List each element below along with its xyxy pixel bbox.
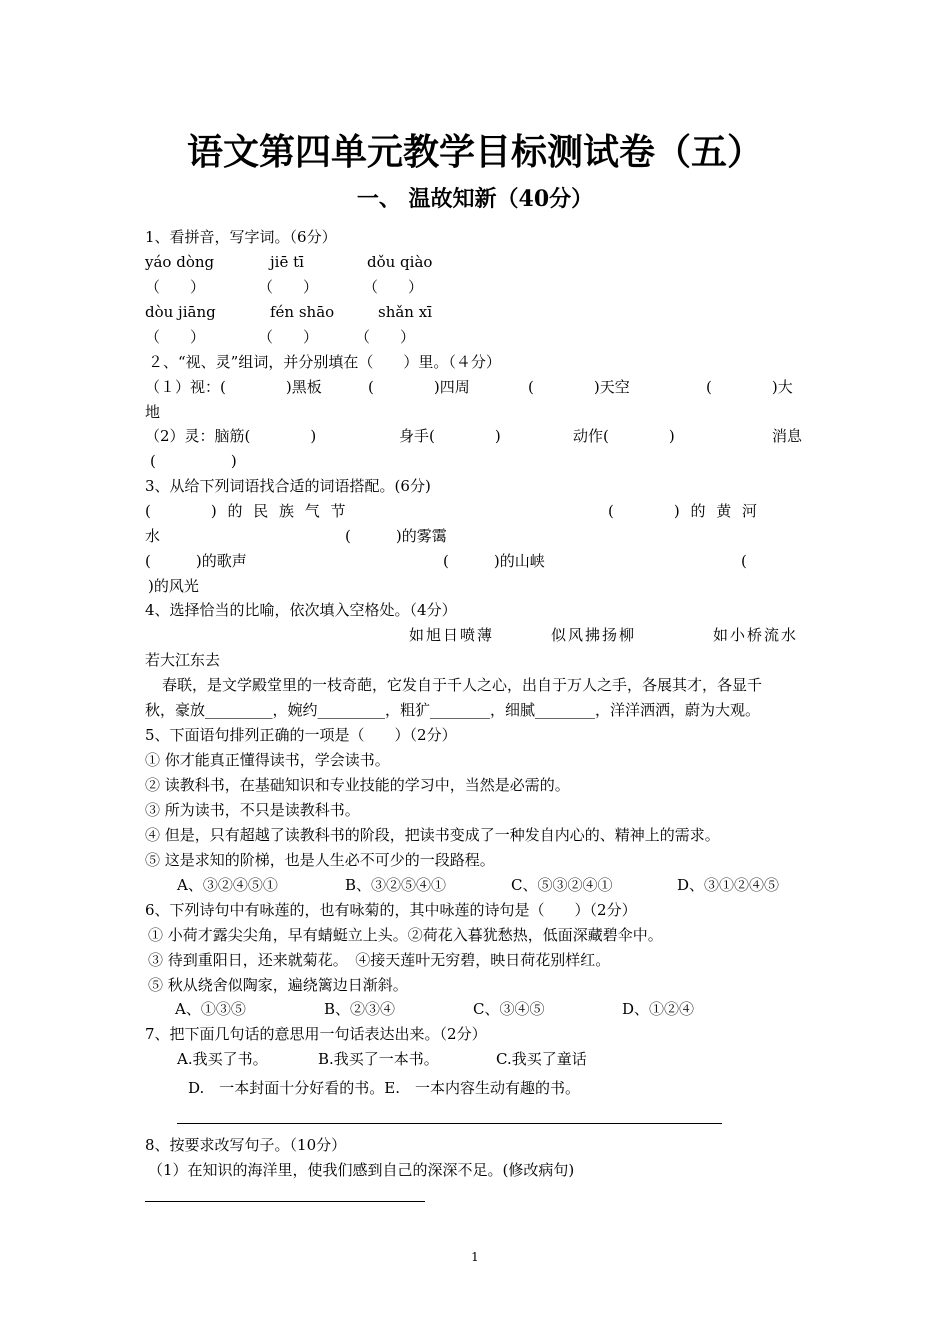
- q6-heading: 6、下列诗句中有咏莲的，也有咏菊的，其中咏莲的诗句是（ ）（2分）: [145, 901, 637, 919]
- q5-item-1: ① 你才能真正懂得读书，学会读书。: [145, 751, 390, 769]
- q1-pinyin-1: yáo dòng: [145, 253, 215, 271]
- q2-line1-item1[interactable]: （１）视：( )黑板: [145, 378, 322, 396]
- q5-choice-b[interactable]: B、③②⑤④①: [345, 876, 447, 894]
- q1-blank-3[interactable]: （ ）: [363, 278, 424, 296]
- q4-paragraph-line1: 春联，是文学殿堂里的一枝奇葩，它发自于千人之心，出自于万人之手，各展其才，各显千: [162, 676, 763, 694]
- q4-option-2: 似风拂扬柳: [551, 626, 637, 644]
- q7-option-b: B.我买了一本书。: [318, 1050, 439, 1068]
- q8-item-1: （1）在知识的海洋里，使我们感到自己的深深不足。(修改病句): [148, 1161, 575, 1179]
- q5-item-3: ③ 所为读书，不只是读教科书。: [145, 801, 360, 819]
- q1-blank-4[interactable]: （ ）: [145, 328, 206, 346]
- q4-option-cont: 若大江东去: [145, 651, 221, 669]
- q1-blank-1[interactable]: （ ）: [145, 278, 206, 296]
- q6-line-3: ⑤ 秋从绕舍似陶家，遍绕篱边日渐斜。: [148, 976, 408, 994]
- q7-option-c: C.我买了童话: [496, 1050, 587, 1068]
- q6-choice-b[interactable]: B、②③④: [324, 1000, 396, 1018]
- q4-paragraph-line2[interactable]: 秋，豪放_________，婉约_________，粗犷________，细腻________，洋洋洒洒，蔚为大观。: [145, 701, 761, 719]
- q6-choice-c[interactable]: C、③④⑤: [473, 1000, 545, 1018]
- q1-blank-5[interactable]: （ ）: [258, 328, 319, 346]
- q2-line2-item1[interactable]: （2）灵：脑筋( ): [145, 427, 317, 445]
- q6-choice-d[interactable]: D、①②④: [622, 1000, 695, 1018]
- q3-line3-item1[interactable]: ( )的歌声: [145, 552, 247, 570]
- q5-choice-c[interactable]: C、⑤③②④①: [511, 876, 613, 894]
- q5-choice-d[interactable]: D、③①②④⑤: [677, 876, 780, 894]
- q3-line1-right[interactable]: ( ) 的 黄 河: [608, 502, 758, 520]
- q4-heading: 4、选择恰当的比喻，依次填入空格处。（4分）: [145, 601, 457, 619]
- q7-answer-line[interactable]: [177, 1123, 722, 1124]
- q6-choice-a[interactable]: A、①③⑤: [175, 1000, 246, 1018]
- q3-line3-item3[interactable]: (: [741, 552, 747, 570]
- q7-option-a: A.我买了书。: [177, 1050, 268, 1068]
- q1-blank-2[interactable]: （ ）: [258, 278, 319, 296]
- q2-line1-item4[interactable]: ( )大: [706, 378, 793, 396]
- q3-line3-item2[interactable]: ( )的山峡: [443, 552, 545, 570]
- q1-pinyin-4: dòu jiāng: [145, 303, 216, 321]
- q8-answer-line[interactable]: [145, 1201, 425, 1202]
- q8-heading: 8、按要求改写句子。（10分）: [145, 1136, 347, 1154]
- q1-blank-6[interactable]: （ ）: [355, 328, 416, 346]
- q2-line2-item3[interactable]: 动作( ): [573, 427, 675, 445]
- q7-heading: 7、把下面几句话的意思用一句话表达出来。（2分）: [145, 1025, 487, 1043]
- q1-pinyin-3: dǒu qiào: [367, 253, 433, 271]
- q2-line1-item3[interactable]: ( )天空: [528, 378, 630, 396]
- q2-line2-cont[interactable]: ( ): [150, 452, 237, 470]
- q4-option-1: 如旭日喷薄: [409, 626, 495, 644]
- page-title: 语文第四单元教学目标测试卷（五）: [186, 131, 763, 173]
- q1-pinyin-6: shǎn xī: [378, 303, 432, 321]
- q5-item-4: ④ 但是，只有超越了读教科书的阶段，把读书变成了一种发自内心的、精神上的需求。: [145, 826, 720, 844]
- q6-line-2: ③ 待到重阳日，还来就菊花。 ④接天莲叶无穷碧，映日荷花别样红。: [148, 951, 611, 969]
- q2-heading: ２、“视、灵”组词，并分别填在（ ）里。（４分）: [148, 353, 501, 371]
- q2-line2-item2[interactable]: 身手( ): [399, 427, 501, 445]
- q5-item-5: ⑤ 这是求知的阶梯，也是人生必不可少的一段路程。: [145, 851, 495, 869]
- q5-heading: 5、下面语句排列正确的一项是（ ）（2分）: [145, 726, 457, 744]
- q2-line1-cont: 地: [145, 403, 161, 421]
- section-title: 一、 温故知新（40分）: [356, 186, 594, 212]
- q3-line2-left: 水: [145, 527, 161, 545]
- q4-option-3: 如小桥流水: [713, 626, 799, 644]
- q3-line2-mid[interactable]: ( )的雾霭: [345, 527, 447, 545]
- q2-line1-item2[interactable]: ( )四周: [368, 378, 470, 396]
- q5-item-2: ② 读教科书，在基础知识和专业技能的学习中，当然是必需的。: [145, 776, 570, 794]
- q3-line1-left[interactable]: ( ) 的 民 族 气 节: [145, 502, 346, 520]
- q1-pinyin-2: jiē tī: [270, 253, 304, 271]
- q5-choice-a[interactable]: A、③②④⑤①: [177, 876, 278, 894]
- q1-heading: 1、看拼音，写字词。（6分）: [145, 228, 337, 246]
- q3-line4: )的风光: [148, 577, 199, 595]
- q3-heading: 3、从给下列词语找合适的词语搭配。(6分): [145, 477, 431, 495]
- q2-line2-item4: 消息: [772, 427, 803, 445]
- page-number: 1: [471, 1250, 479, 1264]
- q6-line-1: ① 小荷才露尖尖角，早有蜻蜓立上头。②荷花入暮犹愁热，低面深藏碧伞中。: [148, 926, 663, 944]
- q7-options-de: D. 一本封面十分好看的书。E. 一本内容生动有趣的书。: [188, 1079, 580, 1097]
- q1-pinyin-5: fén shāo: [270, 303, 335, 321]
